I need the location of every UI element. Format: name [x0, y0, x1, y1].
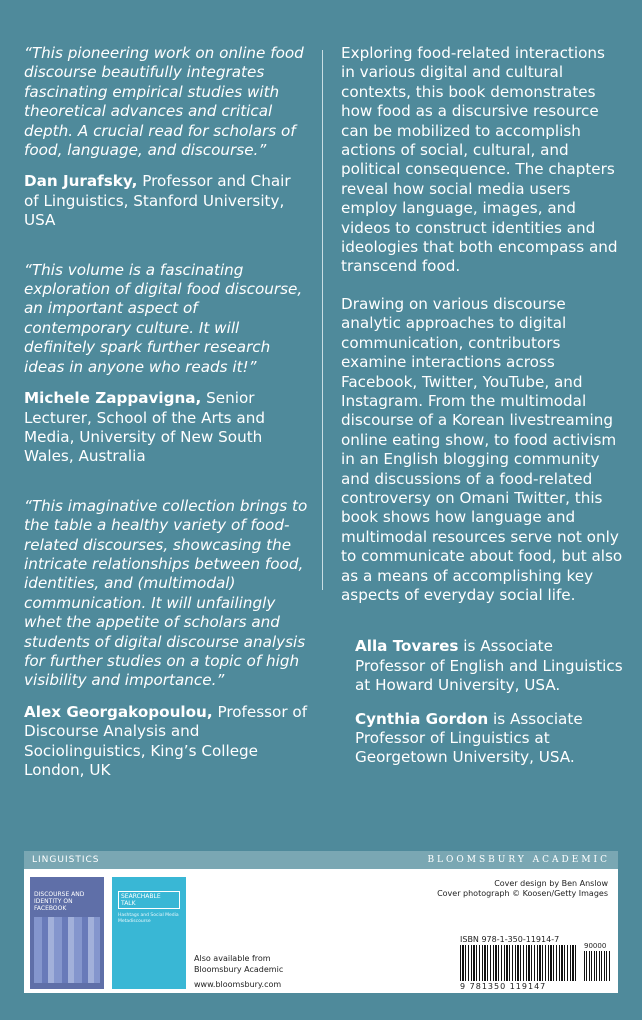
- endorser-name: Michele Zappavigna,: [24, 389, 202, 408]
- editor-bio-text: is Associate Professor of Linguistics at Georgetown University, USA.: [355, 709, 583, 767]
- description-paragraph: Exploring food-related interactions in various digital and cultural contexts, this book demonstrates how food as a discursive resource can be mobilized to accomplish actions of social, cultural, and political consequence. The chapters reveal how social media users employ language, images, and videos to construct identities and ideologies that both encompass and transcend food.: [341, 44, 618, 276]
- description-paragraph: Drawing on various discourse analytic approaches to digital communication, contributors examine interactions across Facebook, Twitter, YouTube, and Instagram. From the multimodal discourse of a Korean livestreaming online eating show, to food activism in an English blogging community and discussions of a food-related controversy on Omani Twitter, this book shows how language and multimodal resources serve not only to communicate about food, but also as a means of accomplishing key aspects of everyday social life.: [341, 294, 623, 604]
- cover-credits: [437, 879, 608, 899]
- related-book-cover: [30, 877, 104, 989]
- isbn-label: ISBN 978-1-350-11914-7: [460, 935, 560, 944]
- category-band: [24, 851, 618, 869]
- description-column: [341, 44, 623, 782]
- editor-name: Alla Tovares: [355, 637, 459, 656]
- publisher-website: www.bloomsbury.com: [194, 980, 282, 989]
- related-book-title: SEARCHABLE TALK: [118, 891, 180, 909]
- cover-artwork: [34, 917, 100, 983]
- endorsement-quote: “This volume is a fascinating exploration of digital food discourse, an important aspect of contemporary culture. It will definitely spark further research ideas in anyone who reads it!”: [24, 260, 303, 376]
- cover-photo-credit: Cover photograph © Koosen/Getty Images: [437, 889, 608, 898]
- endorsement-quote: “This imaginative collection brings to the table a healthy variety of food-related discourses, showcasing the intricate relationships between food, identities, and (multimodal) communication. It will unfailingly whet the appetite of scholars and students of digital discourse analysis for further studies on a topic of high visibility and importance.”: [24, 496, 308, 690]
- endorser-affiliation: Senior Lecturer, School of the Arts and Media, University of New South Wales, Australia: [24, 389, 265, 466]
- endorser-affiliation: Professor and Chair of Linguistics, Stanford University, USA: [24, 172, 291, 230]
- price-code: 90000: [584, 942, 607, 950]
- barcode-number: 9 781350 119147: [460, 982, 547, 991]
- editor-bio: [341, 710, 623, 768]
- publisher-name: BLOOMSBURY ACADEMIC: [427, 855, 610, 865]
- editor-bio: [341, 637, 623, 695]
- barcode: [460, 945, 578, 981]
- editor-name: Cynthia Gordon: [355, 709, 489, 728]
- endorser-name: Dan Jurafsky,: [24, 172, 138, 191]
- footer-panel: [24, 869, 618, 993]
- category-label: LINGUISTICS: [32, 855, 100, 865]
- endorser-affiliation: Professor of Discourse Analysis and Sociolinguistics, King’s College London, UK: [24, 702, 308, 779]
- related-book-title: DISCOURSE AND IDENTITY ON FACEBOOK: [34, 891, 85, 912]
- column-divider: [322, 50, 323, 590]
- endorsement-quote: “This pioneering work on online food discourse beautifully integrates fascinating empirical studies with theoretical advances and critical depth. A crucial read for scholars of food, language, and discourse.”: [24, 44, 304, 160]
- endorser-name: Alex Georgakopoulou,: [24, 702, 213, 721]
- endorsement-attribution: [24, 703, 309, 781]
- endorsements-column: [24, 44, 309, 810]
- cover-design-credit: Cover design by Ben Anslow: [494, 879, 608, 888]
- endorsement-attribution: [24, 172, 309, 230]
- related-book-cover: [112, 877, 186, 989]
- editor-bio-text: is Associate Professor of English and Linguistics at Howard University, USA.: [355, 637, 623, 695]
- price-barcode: [584, 951, 610, 981]
- endorsement-attribution: [24, 389, 309, 467]
- related-book-subtitle: Hashtags and Social Media Metadiscourse: [118, 913, 179, 924]
- also-available-text: Also available from Bloomsbury Academic: [194, 954, 284, 974]
